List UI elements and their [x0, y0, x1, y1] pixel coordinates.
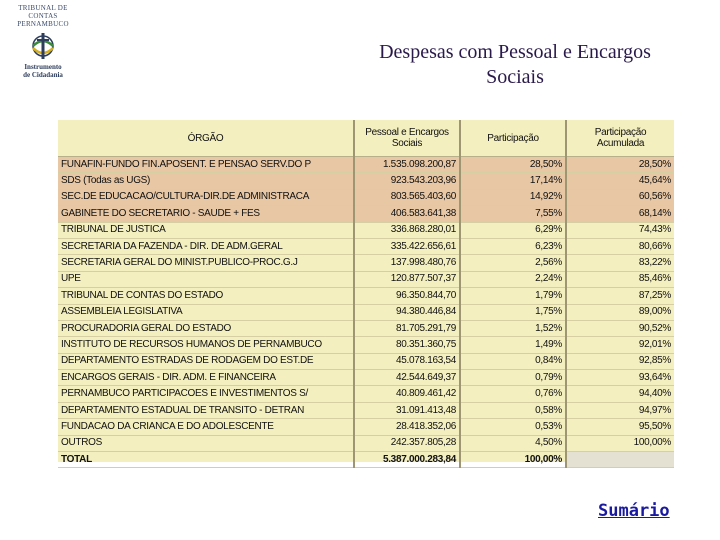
cell-acumulada: 28,50% [566, 157, 674, 173]
cell-acumulada: 93,64% [566, 370, 674, 386]
cell-valor: 81.705.291,79 [354, 320, 460, 336]
table-row [58, 419, 674, 435]
cell-participacao: 14,92% [460, 189, 566, 205]
total-orgao: TOTAL [58, 452, 354, 468]
cell-participacao: 17,14% [460, 173, 566, 189]
cell-orgao: UPE [58, 271, 354, 287]
table-row [58, 337, 674, 353]
cell-acumulada: 92,85% [566, 353, 674, 369]
cell-orgao: GABINETE DO SECRETARIO - SAUDE + FES [58, 206, 354, 222]
tce-emblem-icon [29, 31, 57, 61]
header-acumulada [566, 120, 674, 157]
cell-participacao: 1,49% [460, 337, 566, 353]
cell-orgao: OUTROS [58, 435, 354, 451]
table-row [58, 206, 674, 222]
cell-valor: 94.380.446,84 [354, 304, 460, 320]
table-header-row [58, 120, 674, 157]
cell-participacao: 2,24% [460, 271, 566, 287]
cell-orgao: TRIBUNAL DE CONTAS DO ESTADO [58, 288, 354, 304]
cell-valor: 803.565.403,60 [354, 189, 460, 205]
cell-orgao: DEPARTAMENTO ESTADUAL DE TRANSITO - DETRAN [58, 402, 354, 418]
table-total-row [58, 452, 674, 468]
cell-orgao: INSTITUTO DE RECURSOS HUMANOS DE PERNAMBUCO [58, 337, 354, 353]
table-row [58, 255, 674, 271]
cell-participacao: 0,58% [460, 402, 566, 418]
cell-valor: 80.351.360,75 [354, 337, 460, 353]
logo-org-line1: TRIBUNAL DE CONTAS [18, 4, 68, 20]
cell-acumulada: 100,00% [566, 435, 674, 451]
logo-org-line2: PERNAMBUCO [17, 20, 69, 28]
total-valor: 5.387.000.283,84 [354, 452, 460, 468]
header-acumulada-line1: Participação [594, 127, 647, 138]
cell-orgao: FUNAFIN-FUNDO FIN.APOSENT. E PENSAO SERV.DO P [58, 157, 354, 173]
header-valor [354, 120, 460, 157]
table-row [58, 238, 674, 254]
cell-acumulada: 95,50% [566, 419, 674, 435]
cell-acumulada: 94,97% [566, 402, 674, 418]
cell-orgao: SECRETARIA DA FAZENDA - DIR. DE ADM.GERAL [58, 238, 354, 254]
cell-valor: 923.543.203,96 [354, 173, 460, 189]
table-row [58, 370, 674, 386]
sumario-link[interactable]: Sumário [598, 501, 670, 521]
cell-acumulada: 68,14% [566, 206, 674, 222]
page-title-line2: Sociais [486, 66, 544, 88]
total-participacao: 100,00% [460, 452, 566, 468]
cell-acumulada: 45,64% [566, 173, 674, 189]
cell-acumulada: 90,52% [566, 320, 674, 336]
cell-acumulada: 83,22% [566, 255, 674, 271]
cell-orgao: FUNDACAO DA CRIANCA E DO ADOLESCENTE [58, 419, 354, 435]
cell-orgao: SECRETARIA GERAL DO MINIST.PUBLICO-PROC.G.J [58, 255, 354, 271]
cell-participacao: 1,79% [460, 288, 566, 304]
cell-acumulada: 60,56% [566, 189, 674, 205]
cell-participacao: 7,55% [460, 206, 566, 222]
total-acumulada [566, 452, 674, 468]
tce-logo [4, 4, 82, 84]
cell-valor: 137.998.480,76 [354, 255, 460, 271]
table-row [58, 189, 674, 205]
cell-valor: 40.809.461,42 [354, 386, 460, 402]
logo-sub-line2: de Cidadania [23, 71, 63, 79]
cell-orgao: SDS (Todas as UGS) [58, 173, 354, 189]
page-title [330, 40, 700, 90]
cell-orgao: TRIBUNAL DE JUSTICA [58, 222, 354, 238]
cell-participacao: 0,79% [460, 370, 566, 386]
cell-acumulada: 87,25% [566, 288, 674, 304]
table-row [58, 271, 674, 287]
table-row [58, 222, 674, 238]
cell-participacao: 28,50% [460, 157, 566, 173]
table-row [58, 353, 674, 369]
header-valor-line2: Sociais [391, 138, 423, 149]
table-row [58, 320, 674, 336]
header-orgao: ÓRGÃO [58, 120, 354, 157]
cell-participacao: 0,53% [460, 419, 566, 435]
header-participacao: Participação [460, 120, 566, 157]
cell-valor: 335.422.656,61 [354, 238, 460, 254]
cell-orgao: ASSEMBLEIA LEGISLATIVA [58, 304, 354, 320]
cell-orgao: DEPARTAMENTO ESTRADAS DE RODAGEM DO EST.DE [58, 353, 354, 369]
cell-acumulada: 80,66% [566, 238, 674, 254]
cell-valor: 120.877.507,37 [354, 271, 460, 287]
cell-acumulada: 74,43% [566, 222, 674, 238]
cell-participacao: 6,29% [460, 222, 566, 238]
cell-participacao: 1,75% [460, 304, 566, 320]
cell-acumulada: 94,40% [566, 386, 674, 402]
cell-participacao: 1,52% [460, 320, 566, 336]
cell-orgao: PERNAMBUCO PARTICIPACOES E INVESTIMENTOS S/ [58, 386, 354, 402]
cell-valor: 45.078.163,54 [354, 353, 460, 369]
cell-valor: 28.418.352,06 [354, 419, 460, 435]
table-row [58, 386, 674, 402]
table-row [58, 402, 674, 418]
table-row [58, 173, 674, 189]
cell-participacao: 0,76% [460, 386, 566, 402]
cell-valor: 336.868.280,01 [354, 222, 460, 238]
header-acumulada-line2: Acumulada [596, 138, 645, 149]
table-row [58, 304, 674, 320]
cell-orgao: ENCARGOS GERAIS - DIR. ADM. E FINANCEIRA [58, 370, 354, 386]
page-title-line1: Despesas com Pessoal e Encargos [379, 41, 651, 63]
table-row [58, 157, 674, 173]
cell-participacao: 6,23% [460, 238, 566, 254]
cell-participacao: 2,56% [460, 255, 566, 271]
table-row [58, 288, 674, 304]
header-valor-line1: Pessoal e Encargos [365, 127, 449, 138]
cell-participacao: 4,50% [460, 435, 566, 451]
expenses-table [58, 120, 674, 468]
table-body [58, 157, 674, 452]
cell-orgao: PROCURADORIA GERAL DO ESTADO [58, 320, 354, 336]
cell-valor: 31.091.413,48 [354, 402, 460, 418]
cell-orgao: SEC.DE EDUCACAO/CULTURA-DIR.DE ADMINISTRACA [58, 189, 354, 205]
cell-participacao: 0,84% [460, 353, 566, 369]
logo-sub-line1: Instrumento [24, 63, 62, 71]
cell-valor: 42.544.649,37 [354, 370, 460, 386]
cell-acumulada: 89,00% [566, 304, 674, 320]
cell-valor: 1.535.098.200,87 [354, 157, 460, 173]
table-row [58, 435, 674, 451]
expenses-table-container [58, 120, 674, 465]
cell-valor: 96.350.844,70 [354, 288, 460, 304]
cell-valor: 242.357.805,28 [354, 435, 460, 451]
cell-acumulada: 92,01% [566, 337, 674, 353]
cell-valor: 406.583.641,38 [354, 206, 460, 222]
cell-acumulada: 85,46% [566, 271, 674, 287]
